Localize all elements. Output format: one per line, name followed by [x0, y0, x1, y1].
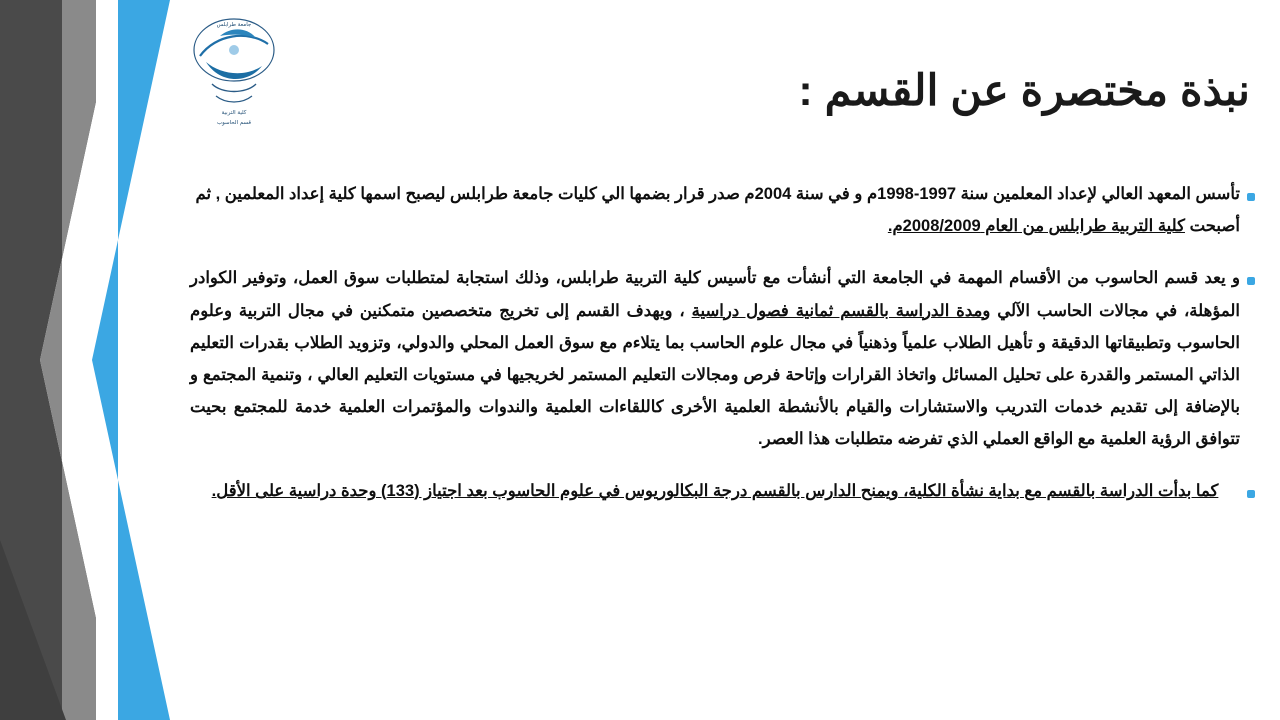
text-segment: ، ويهدف القسم إلى تخريج متخصصين متمكنين في مجال التربية وعلوم الحاسوب وتطبيقاتها الدقيقة و تأهيل الطلاب علمياً وذهنياً في مجال علوم الحاسب بما يتلاءم مع سوق العمل المحلي والدولي، وتزويد الطلاب بقدرات التعليم الذاتي المستمر والقدرة على تحليل المسائل واتخاذ القرارات وإتاحة فرص ومجالات التعليم المستمر لخريجيها في مستويات التعليم العالي ، وتنمية المجتمع و بالإضافة إلى تقديم خدمات التدريب والاستشارات والقيام بالأنشطة العلمية الأخرى كاللقاءات العلمية والندوات والمؤتمرات العلمية خدمة للمجتمع بحيت تتوافق الرؤية العلمية مع الواقع العملي الذي تفرضه متطلبات هذا العصر. [190, 301, 1240, 449]
list-item [190, 262, 1262, 455]
svg-text:قسم الحاسوب: قسم الحاسوب [216, 120, 252, 126]
bullet-marker-icon [1240, 178, 1262, 206]
paragraph-intro-institute [190, 178, 1240, 242]
paragraph-study-start-degree [190, 475, 1240, 507]
slide-body [190, 178, 1262, 528]
text-segment-underlined: ومدة الدراسة بالقسم ثمانية فصول دراسية [691, 301, 991, 320]
text-segment: تأسس المعهد العالي لإعداد المعلمين سنة 1997-1998م و في سنة 2004م صدر قرار بضمها الي كليات جامعة طرابلس ليصبح اسمها كلية إعداد المعلمين , ثم أصبحت [195, 185, 1240, 236]
text-segment-underlined: درجة البكالوريوس في علوم الحاسوب بعد اجتياز (133) وحدة دراسية على الأقل. [211, 482, 748, 501]
text-segment-underlined: كما بدأت الدراسة بالقسم مع بداية نشأة الكلية، [898, 482, 1219, 501]
text-segment-underlined: كلية التربية طرابلس من العام 2008/2009م. [887, 217, 1185, 236]
list-item [190, 475, 1262, 507]
svg-text:كلية التربية: كلية التربية [221, 110, 247, 116]
bullet-marker-icon [1240, 262, 1262, 290]
page-title: نبذة مختصرة عن القسم : [798, 67, 1250, 115]
list-item [190, 178, 1262, 242]
slide-content [150, 0, 1280, 720]
text-segment-underlined: ويمنح الدارس بالقسم [747, 482, 899, 501]
svg-text:جامعة طرابلس: جامعة طرابلس [216, 22, 252, 28]
slide-decoration [0, 0, 170, 720]
bullet-marker-icon [1240, 475, 1262, 503]
text-segment: و يعد قسم الحاسوب من الأقسام المهمة في الجامعة التي أنشأت مع تأسيس كلية التربية طرابلس، وذلك استجابة لمتطلبات سوق العمل، وتوفير الكوادر المؤهلة، في مجالات الحاسب الآلي [190, 269, 1240, 320]
paragraph-department-overview [190, 262, 1240, 455]
